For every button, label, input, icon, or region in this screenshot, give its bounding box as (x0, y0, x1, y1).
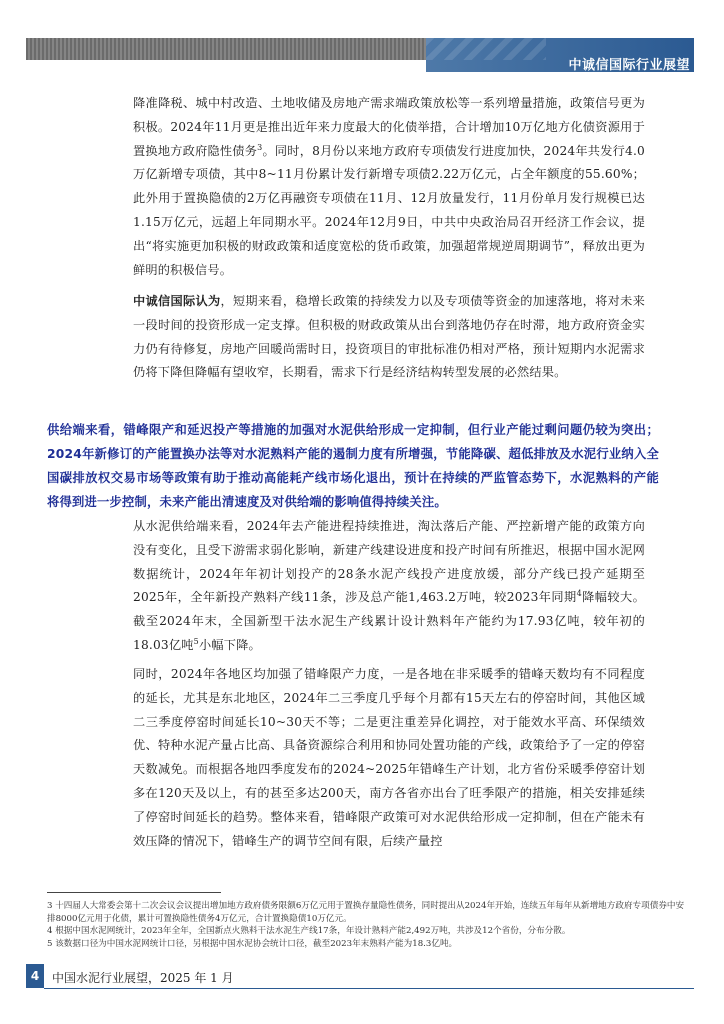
paragraph-1 (133, 92, 645, 282)
footnote-4: 4 根据中国水泥网统计，2023年全年，全国新点火熟料干法水泥生产线17条，年设计熟料产能2,492万吨，共涉及12个省份，分布分散。 (47, 926, 571, 937)
highlight-paragraph: 供给端来看，错峰限产和延迟投产等措施的加强对水泥供给形成一定抑制，但行业产能过剩问题仍较为突出；2024年新修订的产能置换办法等对水泥熟料产能的遏制力度有所增强，节能降碳、超低排放及水泥行业纳入全国碳排放权交易市场等政策有助于推动高能耗产线市场化退出，预计在持续的严监管态势下，水泥熟料的产能将得到进一步控制，未来产能出清速度及对供给端的影响值得持续关注。 (47, 423, 659, 509)
footnote-ref-4[interactable]: 4 (576, 589, 582, 599)
footnote-3: 3 十四届人大常委会第十二次会议会议提出增加地方政府债务限额6万亿元用于置换存量隐性债务，同时提出从2024年开始，连续五年每年从新增地方政府专项债券中安排8000亿元用于化债，累计可置换隐性债务4万亿元，合计置换隐债10万亿元。 (47, 901, 685, 924)
footer-divider (44, 988, 694, 989)
paragraph-2 (133, 290, 645, 385)
paragraph-1-text: 降准降税、城中村改造、土地收储及房地产需求端政策放松等一系列增量措施，政策信号更为积极。2024年11月更是推出近年来力度最大的化债举措，合计增加10万亿地方化债资源用于置换地方政府隐性债务 (133, 96, 645, 158)
paragraph-4-text: 从水泥供给端来看，2024年去产能进程持续推进，淘汰落后产能、严控新增产能的政策方向没有变化，且受下游需求弱化影响，新建产线建设进度和投产时间有所推迟，根据中国水泥网数据统计，2024年年初计划投产的28条水泥产线投产进度放缓，部分产线已投产延期至2025年，全年新投产熟料产线11条，涉及总产能1,463.2万吨，较2023年同期 (133, 519, 645, 605)
header-title: 中诚信国际行业展望 (568, 58, 690, 73)
footnote-ref-5[interactable]: 5 (193, 636, 199, 646)
paragraph-2-lead: 中诚信国际认为 (133, 294, 221, 308)
paragraph-4-mid: 降幅较大。截至2024年末，全国新型干法水泥生产线累计设计熟料年产能约为17.93亿吨，较年初的18.03亿吨 (133, 590, 645, 652)
footnote-5: 5 该数据口径为中国水泥网统计口径，另根据中国水泥协会统计口径，截至2023年末熟料产能为18.3亿吨。 (47, 938, 458, 949)
footnote-ref-3[interactable]: 3 (257, 142, 263, 152)
page-number: 4 (26, 964, 44, 988)
paragraph-4-end: 小幅下降。 (198, 637, 261, 652)
paragraph-2-text: ，短期来看，稳增长政策的持续发力以及专项债等资金的加速落地，将对未来一段时间的投资形成一定支撑。但积极的财政政策从出台到落地仍存在时滞，地方政府资金实力仍有待修复，房地产回暖尚需时日，投资项目的审批标准仍相对严格，预计短期内水泥需求仍将下降但降幅有望收窄，长期看，需求下行是经济结构转型发展的必然结果。 (133, 294, 645, 380)
header-strip (26, 60, 426, 72)
paragraph-4 (133, 515, 645, 658)
footer-text: 中国水泥行业展望，2025 年 1 月 (52, 971, 234, 985)
paragraph-5: 同时，2024年各地区均加强了错峰限产力度，一是各地在非采暖季的错峰天数均有不同程度的延长，尤其是东北地区，2024年二三季度几乎每个月都有15天左右的停窑时间，其他区域二三季度停窑时间延长10~30天不等；二是更注重差异化调控，对于能效水平高、环保绩效优、特种水泥产量占比高、具备资源综合利用和协同处置功能的产线，政策给予了一定的停窑天数减免。而根据各地四季度发布的2024~2025年错峰生产计划，北方省份采暖季停窑计划多在120天及以上，有的甚至多达200天，南方各省亦出台了旺季限产的措施，相关安排延续了停窑时间延长的趋势。整体来看，错峰限产政策可对水泥供给形成一定抑制，但在产能未有效压降的情况下，错峰生产的调节空间有限，后续产量控 (133, 667, 645, 848)
paragraph-1-rest: 。同时，8月份以来地方政府专项债发行进度加快，2024年共发行4.0万亿新增专项债，其中8~11月份累计发行新增专项债2.22万亿元，占全年额度的55.60%；此外用于置换隐债的2万亿再融资专项债在11月、12月放量发行，11月份单月发行规模已达1.15万亿元，远超上年同期水平。2024年12月9日，中共中央政治局召开经济工作会议，提出“将实施更加积极的财政政策和适度宽松的货币政策，加强超常规逆周期调节”，释放出更为鲜明的积极信号。 (133, 143, 646, 277)
footnotes (47, 900, 687, 950)
footnote-divider (47, 892, 221, 893)
